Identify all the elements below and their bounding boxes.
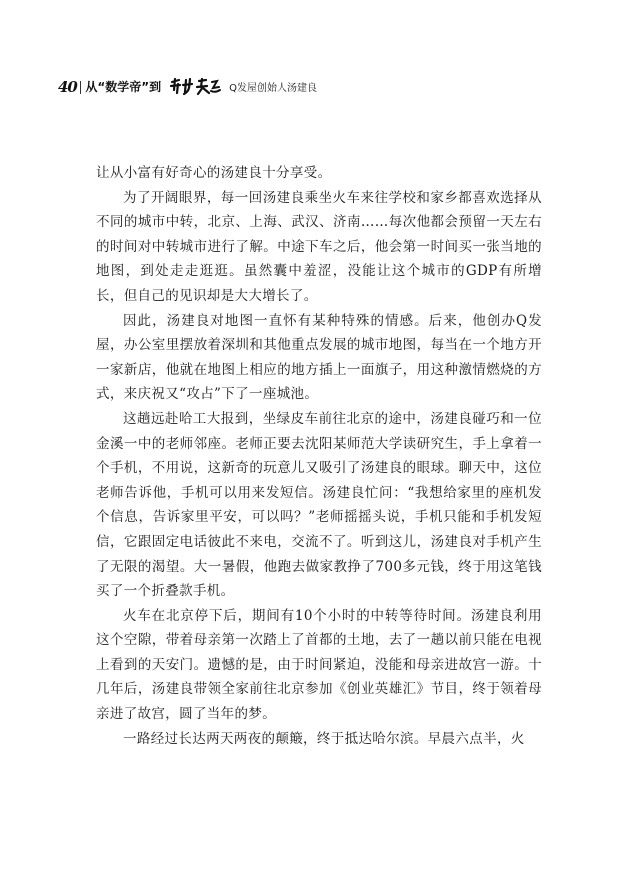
calligraphy-signature-mark: [169, 76, 221, 96]
paragraph-4: 这趟远赴哈工大报到，坐绿皮车前往北京的途中，汤建良碰巧和一位金溪一中的老师邻座。老师正要去沈阳某师范大学读研究生，手上拿着一个手机，不用说，这新奇的玩意儿又吸引了汤建良的眼球。聊天中，这位老师告诉他，手机可以用来发短信。汤建良忙问：“我想给家里的座机发个信息，告诉家里平安，可以吗？”老师摇摇头说，手机只能和手机发短信，它跟固定电话彼此不来电，交流不了。听到这儿，汤建良对手机产生了无限的渴望。大一暑假，他跑去做家教挣了700多元钱，终于用这笔钱买了一个折叠款手机。: [96, 410, 542, 600]
paragraph-1: 让从小富有好奇心的汤建良十分享受。: [96, 165, 332, 181]
body-text: [96, 161, 542, 751]
paragraph-5: 火车在北京停下后，期间有10个小时的中转等待时间。汤建良利用这个空隙，带着母亲第一次踏上了首都的土地，去了一趟以前只能在电视上看到的天安门。遗憾的是，由于时间紧迫，没能和母亲进故宫一游。十几年后，汤建良带领全家前往北京参加《创业英雄汇》节目，终于领着母亲进了故宫，圆了当年的梦。: [96, 607, 542, 723]
paragraph-2: 为了开阔眼界，每一回汤建良乘坐火车来往学校和家乡都喜欢选择从不同的城市中转，北京、上海、武汉、济南……每次他都会预留一天左右的时间对中转城市进行了解。中途下车之后，他会第一时间买一张当地的地图，到处走走逛逛。虽然囊中羞涩，没能让这个城市的GDP有所增长，但自己的见识却是大大增长了。: [96, 189, 542, 304]
header-subtitle: Q发屋创始人汤建良: [229, 83, 318, 94]
page-number: 40: [58, 78, 77, 96]
paragraph-3: 因此，汤建良对地图一直怀有某种特殊的情感。后来，他创办Q发屋，办公室里摆放着深圳和其他重点发展的城市地图，每当在一个地方开一家新店，他就在地图上相应的地方插上一面旗子，用这种激情燃烧的方式，来庆祝又“攻占”下了一座城池。: [96, 312, 542, 403]
paragraph-6: 一路经过长达两天两夜的颠簸，终于抵达哈尔滨。早晨六点半，火: [123, 730, 525, 747]
header-divider: [80, 81, 82, 94]
header-title: 从“数学帝”到: [85, 80, 162, 94]
running-header: [58, 74, 317, 96]
calligraphy-signature: [169, 76, 221, 96]
